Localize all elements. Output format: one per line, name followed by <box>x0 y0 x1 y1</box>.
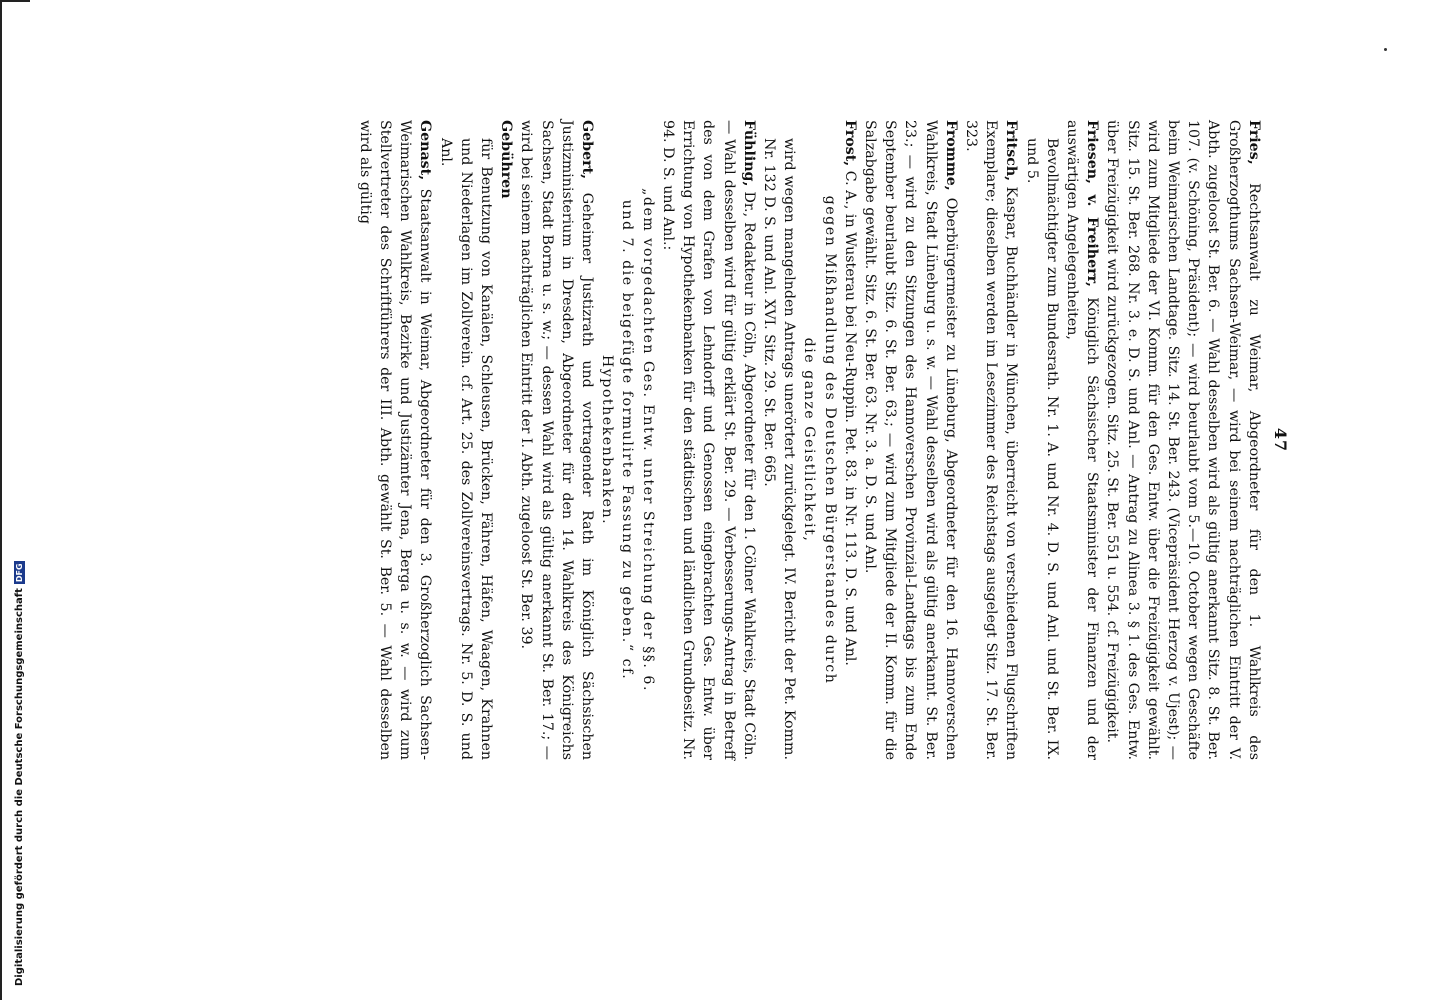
continuation-text: für Benutzung von Kanälen, Schleusen, Brücken, Fähren, Häfen, Waagen, Krahnen und Niederlagen im Zollverein. cf. Art. 25. des Zollvereinsvertrags. Nr. 5. D. S. und Anl. <box>437 138 495 760</box>
entry-text: Rechtsanwalt zu Weimar, Abgeordneter für den 1. Wahlkreis des Großherzogthums Sachsen-Weimar, — wird bei seinem nachträglichen Eintritt der V. Abth. zugeloost St. Ber. 6. — Wahl desselben wird als gültig anerkannt Sitz. 8. St. Ber. 107. (v. Schöning, Präsident); — wird beurlaubt vom 5.—10. October wegen Geschäfte beim Weimarischen Landtage. Sitz. 14. St. Ber. 243. (Vicepräsident Herzog v. Ujest); — wird zum Mitgliede der VI. Komm. für den Ges. Entw. über die Freizügigkeit gewählt. Sitz. 15. St. Ber. 268. Nr. 3. e. D. S. und Anl. — Antrag zu Alinea 3. § 1. des Ges. Entw. über Freizügigkeit wird zurückgezogen. Sitz. 25. St. Ber. 551 u. 554. cf. Freizügigkeit. <box>1104 120 1262 760</box>
continuation-text: wird wegen mangelnden Antrags unerörtert zurückgelegt. IV. Bericht der Pet. Komm. Nr. 132 D. S. und Anl. XVI. Sitz. 29. St. Ber. 665. <box>760 138 798 760</box>
entry-name: Fromme, <box>942 120 959 191</box>
quoted-subtitle: „dem vorgedachten Ges. Entw. unter Streichung der §§. 6. und 7. die beigefügte formulirte Fassung zu geben.“ cf. Hypothekenbanken. <box>599 188 656 692</box>
index-entry <box>1102 120 1264 760</box>
document-page <box>190 120 1290 760</box>
entry-text: Staatsanwalt in Weimar, Abgeordneter für den 3. Großherzoglich Sachsen-Weimarischen Wahlkreis, Bezirke und Justizämter Jena, Berga u. s. w. — wird zum Stellvertreter des Schriftführers der III. Abth. gewählt St. Ber. 5. — Wahl desselben wird als gültig <box>356 120 434 760</box>
index-entry <box>355 120 436 760</box>
entry-name: Fühling, <box>740 120 757 187</box>
entry-text: Kaspar, Buchhändler in München, überreicht von verschiedenen Flugschriften Exemplare; dieselben werden im Lesezimmer des Reichstags ausgelegt Sitz. 17. St. Ber. 323. <box>962 120 1020 760</box>
index-entry <box>961 120 1022 760</box>
entry-name: Gebert, <box>579 120 596 180</box>
dfg-logo-icon: DFG <box>15 563 24 583</box>
continuation-text: Bevollmächtigter zum Bundesrath. Nr. 1. A. und Nr. 4. D. S. und Anl. und St. Ber. IX. und 5. <box>1023 138 1060 760</box>
credit-text: Digitalisierung gefördert durch die Deutsche Forschungsgemeinschaft <box>14 588 25 986</box>
quoted-subtitle: gegen Mißhandlung des Deutschen Bürgerstandes durch die ganze Geistlichkeit, <box>801 195 838 685</box>
entry-name: Genast, <box>417 120 434 181</box>
entry-name: Friesen, v. Freiherr, <box>1084 120 1101 287</box>
frame-line-top <box>0 0 30 2</box>
index-entry <box>860 120 961 760</box>
entry-name: Fries, <box>1245 120 1262 165</box>
index-entry <box>516 120 597 760</box>
digitization-credit <box>14 561 25 986</box>
page-number: 47 <box>1271 427 1290 453</box>
scan-speck <box>1384 48 1387 51</box>
frame-line-left <box>0 0 2 1000</box>
entry-text: Geheimer Justizrath und vortragender Rath im Königlich Sächsischen Justizministerium in Dresden, Abgeordneter für den 14. Wahlkreis des Königreichs Sachsen, Stadt Borna u. s. w.; — dessen Wahl wird als gültig anerkannt St. Ber. 17.; — wird bei seinem nachträglichen Eintritt der I. Abth. zugeloost St. Ber. 39. <box>518 120 596 760</box>
entry-text: Königlich Sächsischer Staatsminister der Finanzen und der auswärtigen Angelegenheiten, <box>1063 120 1101 760</box>
entry-name: Fritsch, <box>1003 120 1020 182</box>
entry-name: Frost, <box>841 120 858 167</box>
index-heading: Gebühren <box>498 120 515 199</box>
index-entry <box>658 120 759 760</box>
index-entries <box>355 120 1264 760</box>
entry-text: Oberbürgermeister zu Lüneburg, Abgeordneter für den 16. Hannoverschen Wahlkreis, Stadt Lüneburg u. s. w. — Wahl desselben wird als gültig anerkannt. St. Ber. 23.; — wird zu den Sitzungen des Hannoverschen Provinzial-Landtags bis zum Ende September beurlaubt Sitz. 6. St. Ber. 63.; — wird zum Mitgliede der II. Komm. für die Salzabgabe gewählt. Sitz. 6. St. Ber. 63. Nr. 3. a. D. S. und Anl. <box>861 120 959 760</box>
entry-text: C. A., in Wusterau bei Neu-Ruppin. Pet. 83. in Nr. 113. D. S. und Anl. <box>841 166 858 666</box>
index-entry <box>840 120 860 760</box>
entry-text: Dr., Redakteur in Cöln, Abgeordneter für den 1. Cölner Wahlkreis, Stadt Cöln. — Wahl desselben wird für gültig erklärt St. Ber. 29. — Verbesserungs-Antrag in Betreff des von dem Grafen von Lehndorff und Genossen eingebrachten Ges. Entw. über Errichtung von Hypothekenbanken für den städtischen und ländlichen Grundbesitz. Nr. 94. D. S. und Anl.: <box>659 120 757 760</box>
index-entry <box>1062 120 1102 760</box>
